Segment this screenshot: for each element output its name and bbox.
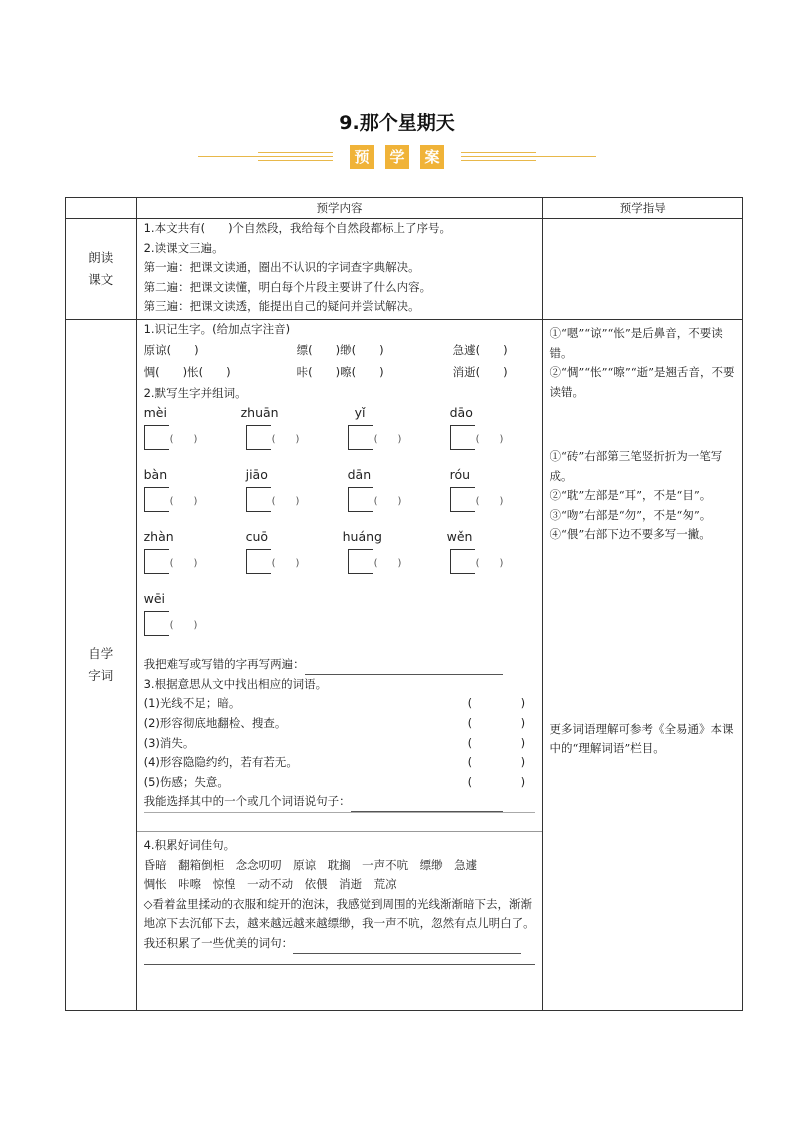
write-box[interactable]	[246, 549, 271, 574]
header-row	[66, 198, 743, 219]
reading-line-2: 2.读课文三遍。	[143, 240, 224, 255]
pinyin-label: mèi	[143, 405, 167, 421]
sentence-prompt-line: 我能选择其中的一个或几个词语说句子：	[137, 792, 543, 812]
reading-line-5: 第三遍：把课文读透，能提出自己的疑问并尝试解决。	[143, 299, 420, 314]
word-paren[interactable]: ( )	[169, 496, 198, 508]
accumulate-blank[interactable]	[293, 940, 521, 954]
definition-row: (3)消失。 ( )	[143, 735, 526, 750]
write-box[interactable]	[348, 425, 373, 450]
words-row-1: 昏暗 翻箱倒柜 念念叨叨 原谅 耽搁 一声不吭 缥缈 急遽	[143, 857, 478, 872]
pinyin-row	[137, 403, 543, 465]
write-box[interactable]	[450, 425, 475, 450]
q2-title: 2.默写生字并组词。	[143, 385, 247, 400]
study-table	[65, 197, 743, 1011]
definition-row: (5)伤感；失意。 ( )	[143, 774, 526, 789]
write-box[interactable]	[246, 487, 271, 512]
pinyin-label: zhuān	[240, 405, 279, 421]
pinyin-label: cuō	[245, 529, 269, 545]
banner-char-2: 学	[385, 145, 409, 169]
banner-char-1: 预	[350, 145, 374, 169]
guide-block-pronunciation: ①“嗯”“谅”“怅”是后鼻音，不要读错。 ②“惆”“怅”“嚓”“逝”是翘舌音，不要读错。	[549, 326, 735, 399]
word-paren[interactable]: ( )	[271, 558, 300, 570]
reading-line-3: 第一遍：把课文读通，圈出不认识的字词查字典解决。	[143, 260, 420, 275]
pinyin-label: róu	[449, 467, 471, 483]
pinyin-row	[137, 589, 543, 651]
rewrite-blank[interactable]	[305, 661, 503, 675]
reading-line-1: 1.本文共有( )个自然段，我给每个自然段都标上了序号。	[143, 221, 452, 235]
definition-row: (1)光线不足；暗。 ( )	[143, 696, 526, 711]
header-content: 预学内容	[136, 198, 543, 219]
definition-row: (2)形容彻底地翻检、搜查。 ( )	[143, 715, 526, 730]
definition-row: (4)形容隐隐约约，若有若无。 ( )	[143, 755, 526, 770]
pinyin-label: dān	[347, 467, 372, 483]
zhuyin-row-1	[137, 340, 543, 362]
words-row-2: 惆怅 咔嚓 惊惶 一动不动 依偎 消逝 荒凉	[143, 877, 397, 892]
pinyin-label: huáng	[342, 529, 382, 545]
label-reading: 朗读 课文	[66, 219, 137, 320]
sentence-blank[interactable]	[351, 798, 503, 812]
vocab-content	[136, 320, 543, 1011]
guide-block-writing: ①“砖”右部第三笔竖折折为一笔写成。 ②“耽”左部是“耳”，不是“目”。 ③“吻”右部是“勿”，不是“匆”。 ④“偎”右部下边不要多写一撇。	[549, 449, 723, 541]
banner-char-3: 案	[420, 145, 444, 169]
pinyin-label: yǐ	[354, 405, 366, 421]
write-box[interactable]	[144, 611, 169, 636]
zhuyin-item: 消逝( )	[452, 364, 508, 379]
zhuyin-item: 急遽( )	[452, 342, 508, 357]
q4-title: 4.积累好词佳句。	[143, 837, 236, 852]
word-paren[interactable]: ( )	[373, 496, 402, 508]
row-reading	[66, 219, 743, 320]
pinyin-label: zhàn	[143, 529, 174, 545]
sentence-blank-line[interactable]	[144, 812, 536, 825]
word-paren[interactable]: ( )	[475, 434, 504, 446]
write-box[interactable]	[348, 487, 373, 512]
write-box[interactable]	[450, 487, 475, 512]
row-vocab	[66, 320, 743, 1011]
guide-block-reference: 更多词语理解可参考《全易通》本课中的“理解词语”栏目。	[549, 721, 734, 755]
word-paren[interactable]: ( )	[169, 558, 198, 570]
pinyin-label: wēi	[143, 591, 165, 607]
pinyin-label: wěn	[446, 529, 473, 545]
word-paren[interactable]: ( )	[373, 434, 402, 446]
pinyin-label: dāo	[449, 405, 473, 421]
header-guide: 预学指导	[543, 198, 743, 219]
word-paren[interactable]: ( )	[271, 496, 300, 508]
zhuyin-row-2	[137, 362, 543, 384]
reading-content	[136, 219, 543, 320]
word-paren[interactable]: ( )	[271, 434, 300, 446]
zhuyin-item: 缥( )缈( )	[296, 342, 384, 357]
example-sentence: ◇看着盆里揉动的衣服和绽开的泡沫，我感觉到周围的光线渐渐暗下去，渐渐地凉下去沉郁下去，越来越远越来越缥缈，我一声不吭，忽然有点儿明白了。	[143, 896, 535, 931]
zhuyin-item: 惆( )怅( )	[143, 364, 231, 379]
reading-line-4: 第二遍：把课文读懂，明白每个片段主要讲了什么内容。	[143, 279, 432, 294]
write-box[interactable]	[246, 425, 271, 450]
word-paren[interactable]: ( )	[169, 434, 198, 446]
pinyin-row	[137, 527, 543, 589]
word-paren[interactable]: ( )	[373, 558, 402, 570]
accumulate-blank-line[interactable]	[144, 964, 536, 965]
reading-guide	[543, 219, 743, 320]
write-box[interactable]	[450, 549, 475, 574]
write-box[interactable]	[144, 425, 169, 450]
word-paren[interactable]: ( )	[169, 620, 198, 632]
q3-title: 3.根据意思从文中找出相应的词语。	[143, 676, 328, 691]
pinyin-label: bàn	[143, 467, 168, 483]
rewrite-line: 我把难写或写错的字再写两遍：	[137, 655, 543, 675]
pinyin-row	[137, 465, 543, 527]
write-box[interactable]	[144, 487, 169, 512]
zhuyin-item: 咔( )嚓( )	[296, 364, 384, 379]
divider	[137, 831, 543, 832]
vocab-guide	[543, 320, 743, 1011]
label-vocab: 自学 字词	[66, 320, 137, 1011]
zhuyin-item: 原谅( )	[143, 342, 199, 357]
pinyin-label: jiāo	[245, 467, 268, 483]
write-box[interactable]	[144, 549, 169, 574]
word-paren[interactable]: ( )	[475, 496, 504, 508]
write-box[interactable]	[348, 549, 373, 574]
banner	[198, 145, 596, 171]
page-title: 9.那个星期天	[339, 112, 455, 134]
q1-title: 1.识记生字。(给加点字注音)	[143, 322, 291, 336]
word-paren[interactable]: ( )	[475, 558, 504, 570]
accumulate-line: 我还积累了一些优美的词句：	[137, 934, 543, 954]
